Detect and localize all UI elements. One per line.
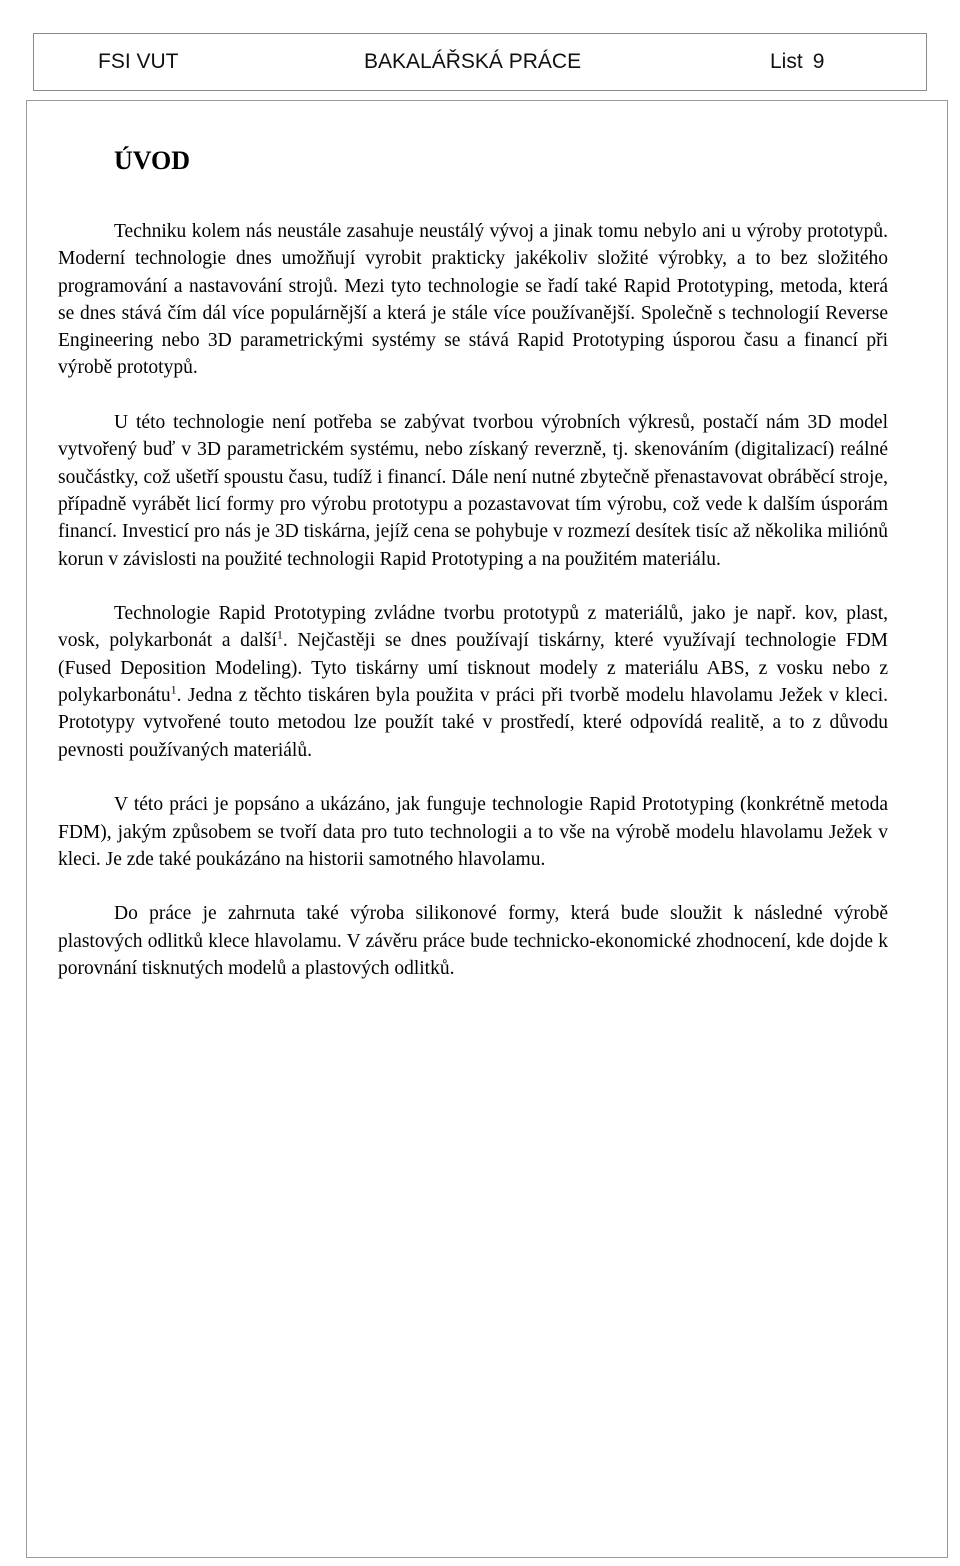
paragraph-1: Techniku kolem nás neustále zasahuje neustálý vývoj a jinak tomu nebylo ani u výroby prototypů. Moderní technologie dnes umožňují vyrobit prakticky jakékoliv složité výrobky, a to bez složitého programování a nastavování strojů. Mezi tyto technologie se řadí také Rapid Prototyping, metoda, která se dnes stává čím dál více populárnější a která je stále více používanější. Společně s technologií Reverse Engineering nebo 3D parametrickými systémy se stává Rapid Prototyping úsporou času a financí při výrobě prototypů. <box>58 221 888 379</box>
paragraph-5: Do práce je zahrnuta také výroba silikonové formy, která bude sloužit k následné výrobě plastových odlitků klece hlavolamu. V závěru práce bude technicko-ekonomické zhodnocení, kde dojde k porovnání tisknutých modelů a plastových odlitků. <box>58 903 888 980</box>
section-title: ÚVOD <box>114 146 191 175</box>
paragraph-3-part-2: . Nejčastěji se dnes používají tiskárny, které využívají technologie FDM (Fused Deposition Modeling). Tyto tiskárny umí tisknout modely z materiálu ABS, z vosku nebo z polykarbonátu <box>58 630 888 707</box>
paragraph-3 <box>58 600 888 764</box>
citation-ref-1: 1 <box>276 627 283 642</box>
paragraph-2: U této technologie není potřeba se zabývat tvorbou výrobních výkresů, postačí nám 3D model vytvořený buď v 3D parametrickém systému, nebo získaný reverzně, tj. skenováním (digitalizací) reálné součástky, což ušetří spoustu času, tudíž i financí. Dále není nutné zbytečně přenastavovat obráběcí stroje, případně vyrábět licí formy pro výrobu prototypu a pozastavovat tím výrobu, což vede k dalším úsporám financí. Investicí pro nás je 3D tiskárna, jejíž cena se pohybuje v rozmezí desítek tisíc až několika miliónů korun v závislosti na použité technologii Rapid Prototyping a na použitém materiálu. <box>58 412 888 570</box>
header-document-type: BAKALÁŘSKÁ PRÁCE <box>364 50 582 73</box>
paragraph-3-part-1: Technologie Rapid Prototyping zvládne tvorbu prototypů z materiálů, jako je např. kov, plast, vosk, polykarbonát a další <box>58 603 888 652</box>
header-institution: FSI VUT <box>98 50 179 73</box>
citation-ref-2: 1 <box>170 682 177 697</box>
header-page-label: List <box>770 50 803 73</box>
page-header <box>33 33 927 91</box>
header-page-indicator <box>770 50 824 74</box>
section-body <box>58 218 888 1010</box>
paragraph-4: V této práci je popsáno a ukázáno, jak funguje technologie Rapid Prototyping (konkrétně metoda FDM), jakým způsobem se tvoří data pro tuto technologii a to vše na výrobě modelu hlavolamu Ježek v kleci. Je zde také poukázáno na historii samotného hlavolamu. <box>58 794 888 870</box>
paragraph-3-part-3: . Jedna z těchto tiskáren byla použita v práci při tvorbě modelu hlavolamu Ježek v kleci. Prototypy vytvořené touto metodou lze použít také v prostředí, které odpovídá realitě, a to z důvodu pevnosti používaných materiálů. <box>58 685 888 761</box>
header-page-number: 9 <box>812 50 825 73</box>
